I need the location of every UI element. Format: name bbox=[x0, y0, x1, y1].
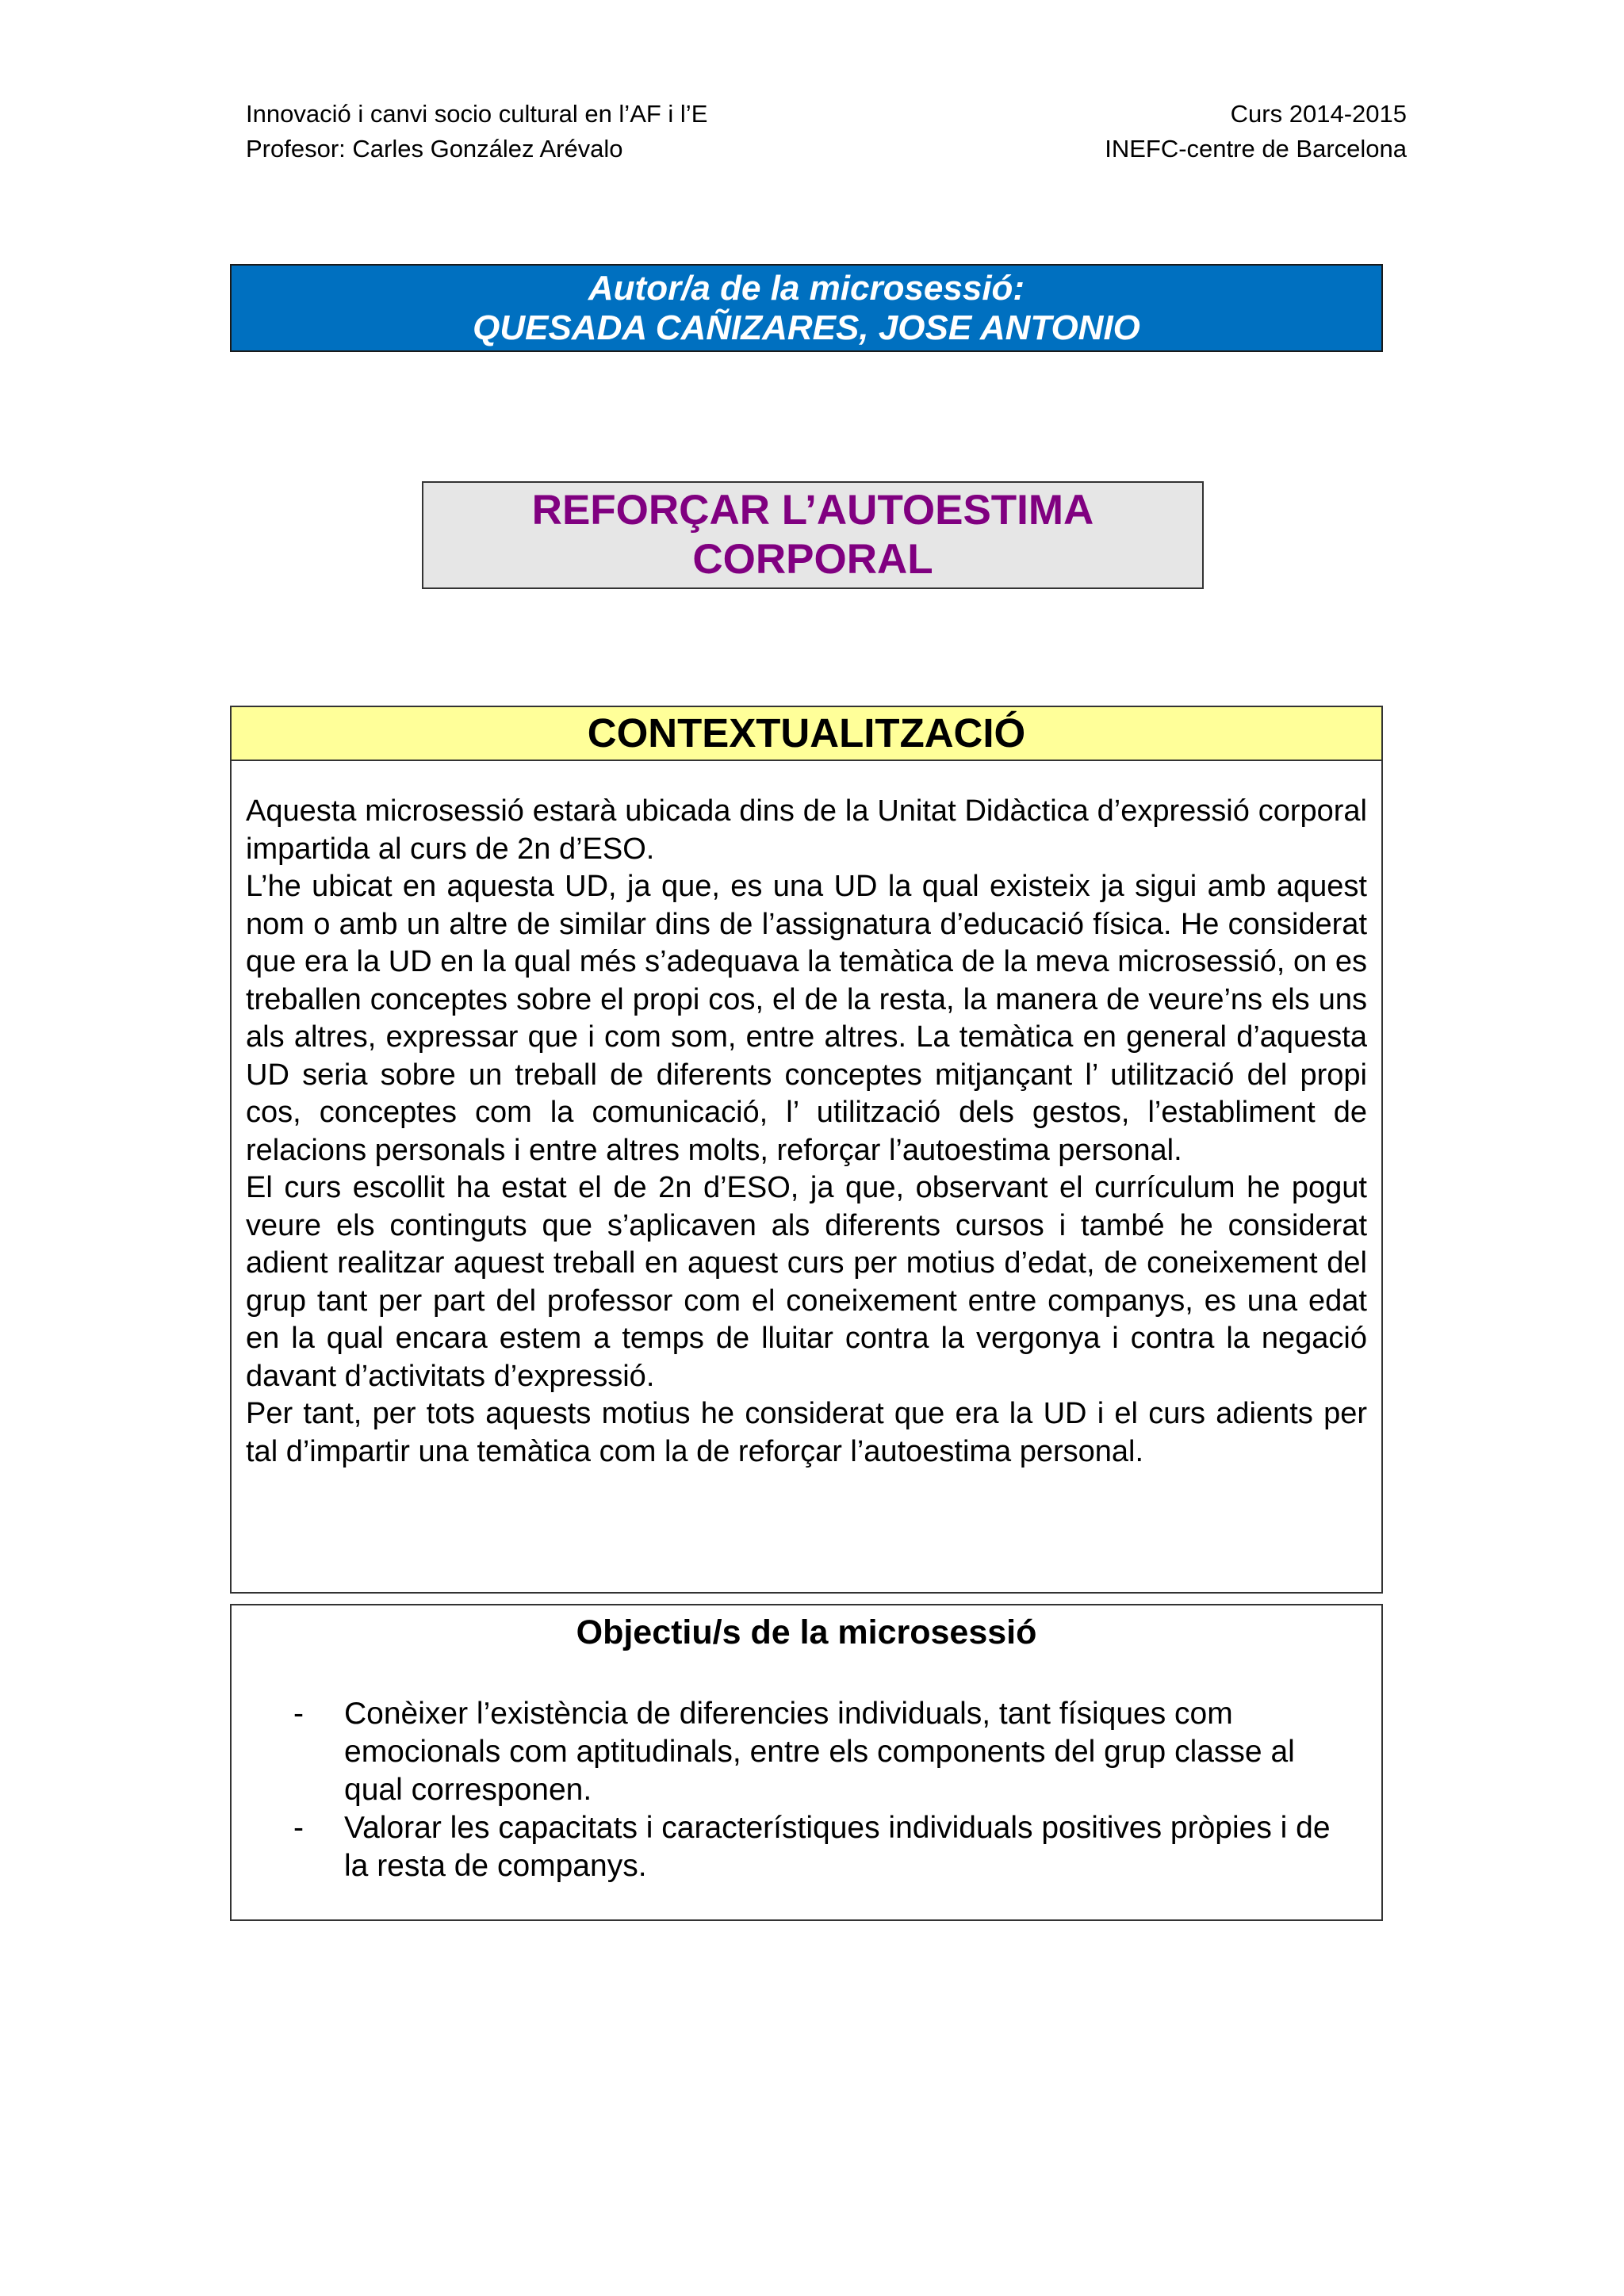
bullet-dash: - bbox=[293, 1697, 304, 1731]
objective-text: Valorar les capacitats i característiques individuals positives pròpies i de la resta de companys. bbox=[344, 1811, 1331, 1883]
professor-name: Profesor: Carles González Arévalo bbox=[246, 135, 623, 163]
institution-name: INEFC-centre de Barcelona bbox=[1105, 135, 1407, 163]
objectives-section bbox=[230, 1604, 1383, 1921]
author-name: QUESADA CAÑIZARES, JOSE ANTONIO bbox=[473, 308, 1140, 347]
objectives-list bbox=[232, 1695, 1381, 1885]
contextualization-heading: CONTEXTUALITZACIÓ bbox=[232, 707, 1381, 761]
objective-text: Conèixer l’existència de diferencies individuals, tant físiques com emocionals com aptitudinals, entre els components del grup classe al qual corresponen. bbox=[344, 1697, 1295, 1807]
objectives-heading: Objectiu/s de la microsessió bbox=[576, 1613, 1037, 1651]
objective-item bbox=[232, 1809, 1350, 1885]
contextualization-body bbox=[232, 761, 1381, 1471]
context-paragraph: Aquesta microsessió estarà ubicada dins de la Unitat Didàctica d’expressió corporal impartida al curs de 2n d’ESO. bbox=[246, 794, 1367, 866]
contextualization-section bbox=[230, 706, 1383, 1594]
session-title-line-1: REFORÇAR L’AUTOESTIMA bbox=[531, 487, 1094, 534]
header-right bbox=[1105, 97, 1407, 166]
course-year: Curs 2014-2015 bbox=[1230, 100, 1407, 128]
bullet-dash: - bbox=[293, 1811, 304, 1845]
session-title-box bbox=[422, 481, 1204, 589]
author-label: Autor/a de la microsessió: bbox=[588, 268, 1025, 308]
header-left bbox=[246, 97, 707, 166]
course-name: Innovació i canvi socio cultural en l’AF i l’E bbox=[246, 100, 708, 128]
session-title-line-2: CORPORAL bbox=[692, 536, 933, 583]
author-box bbox=[230, 264, 1383, 352]
context-paragraph: Per tant, per tots aquests motius he considerat que era la UD i el curs adients per tal d’impartir una temàtica com la de reforçar l’autoestima personal. bbox=[246, 1397, 1367, 1468]
context-paragraph: El curs escollit ha estat el de 2n d’ESO, ja que, observant el currículum he pogut veure els continguts que s’aplicaven als diferents cursos i també he considerat adient realitzar aquest treball en aquest curs per motius d’edat, de coneixement del grup tant per part del professor com el coneixement entre companys, es una edat en la qual encara estem a temps de lluitar contra la vergonya i contra la negació davant d’activitats d’expressió. bbox=[246, 1171, 1367, 1393]
context-paragraph: L’he ubicat en aquesta UD, ja que, es una UD la qual existeix ja sigui amb aquest nom o amb un altre de similar dins de l’assignatura d’educació física. He considerat que era la UD en la qual més s’adequava la temàtica de la meva microsessió, on es treballen conceptes sobre el propi cos, el de la resta, la manera de veure’ns els uns als altres, expressar que i com som, entre altres. La temàtica en general d’aquesta UD seria sobre un treball de diferents conceptes mitjançant l’ utilització del propi cos, conceptes com la comunicació, l’ utilització dels gestos, l’establiment de relacions personals i entre altres molts, reforçar l’autoestima personal. bbox=[246, 870, 1367, 1167]
objective-item bbox=[232, 1695, 1350, 1809]
